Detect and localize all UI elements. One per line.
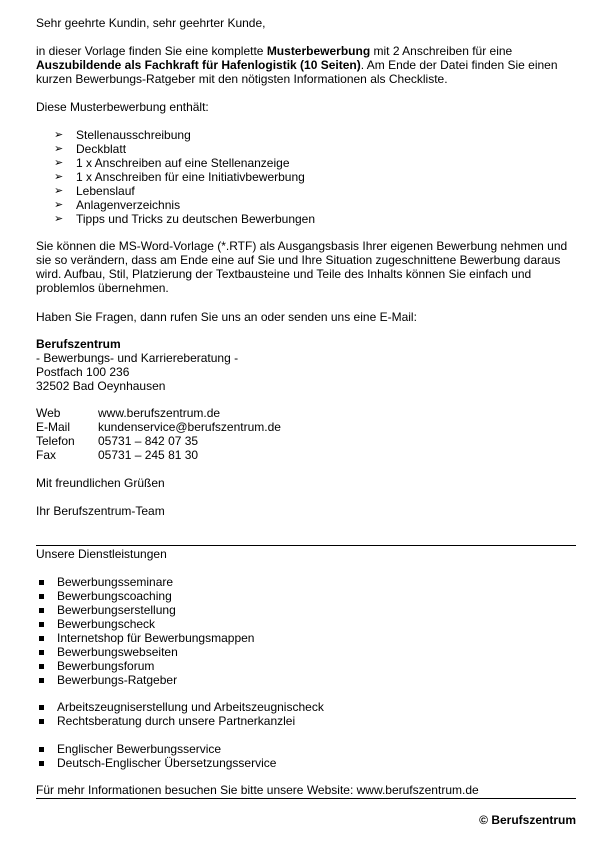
list-item-text: Anlagenverzeichnis [76,198,181,212]
divider [36,545,576,546]
list-item-text: Bewerbungscheck [57,617,156,631]
list-item-text: 1 x Anschreiben für eine Initiativbewerbung [76,170,305,184]
list-item [36,156,576,170]
intro-bold-1: Musterbewerbung [266,44,371,58]
square-bullet-icon [39,622,44,627]
services-heading: Unsere Dienstleistungen [36,547,167,561]
list-item-text: Arbeitszeugniserstellung und Arbeitszeugnischeck [57,700,324,714]
square-bullet-icon [39,719,44,724]
contact-block [36,406,281,462]
contact-label: Telefon [36,434,75,448]
list-item [36,714,576,728]
contact-row-email [36,420,281,434]
salutation: Sehr geehrte Kundin, sehr geehrter Kunde, [36,16,266,30]
contact-web-link[interactable]: www.berufszentrum.de [98,406,221,420]
list-item-text: Internetshop für Bewerbungsmappen [57,631,255,645]
questions-line: Haben Sie Fragen, dann rufen Sie uns an oder senden uns eine E-Mail: [36,310,417,324]
list-item [36,673,576,687]
list-item [36,212,576,226]
list-item-text: Rechtsberatung durch unsere Partnerkanzlei [57,714,296,728]
contact-row-phone [36,434,281,448]
contact-phone-value: 05731 – 842 07 35 [98,434,199,448]
contact-row-web [36,406,281,420]
square-bullet-icon [39,664,44,669]
arrow-bullet-icon: ➢ [54,171,64,183]
usage-paragraph: Sie können die MS-Word-Vorlage (*.RTF) als Ausgangsbasis Ihrer eigenen Bewerbung nehmen und sie so verändern, dass am Ende eine auf Sie und Ihre Situation zugeschnittene Bewerbung daraus wird. Aufbau, Stil, Platzierung der Textbausteine und Teile des Inhalts können Sie einfach und problemlos übernehmen. [36,239,568,295]
list-item-text: Bewerbungswebseiten [57,645,178,659]
contact-label: Web [36,406,61,420]
company-name: Berufszentrum [36,337,121,351]
contact-fax-value: 05731 – 245 81 30 [98,448,199,462]
square-bullet-icon [39,594,44,599]
list-item-text: Deutsch-Englischer Übersetzungsservice [57,756,277,770]
more-info-line: Für mehr Informationen besuchen Sie bitte unsere Website: www.berufszentrum.de [36,783,479,797]
company-tagline: - Bewerbungs- und Karriereberatung - [36,351,239,365]
list-item-text: Bewerbungserstellung [57,603,176,617]
arrow-bullet-icon: ➢ [54,157,64,169]
list-item-text: 1 x Anschreiben auf eine Stellenanzeige [76,156,290,170]
list-item [36,589,576,603]
list-item-text: Englischer Bewerbungsservice [57,742,222,756]
square-bullet-icon [39,747,44,752]
list-item-text: Bewerbungs-Ratgeber [57,673,178,687]
square-bullet-icon [39,580,44,585]
list-item-text: Bewerbungsforum [57,659,155,673]
arrow-bullet-icon: ➢ [54,129,64,141]
list-item [36,645,576,659]
list-item-text: Stellenausschreibung [76,128,191,142]
signature: Ihr Berufszentrum-Team [36,504,165,518]
list-item-text: Bewerbungscoaching [57,589,172,603]
intro-bold-2: Auszubildende als Fachkraft für Hafenlogistik (10 Seiten) [36,58,361,72]
list-item [36,700,576,714]
company-address [36,337,238,393]
list-item [36,198,576,212]
company-city: 32502 Bad Oeynhausen [36,379,166,393]
arrow-bullet-icon: ➢ [54,185,64,197]
contact-label: Fax [36,448,57,462]
contents-heading: Diese Musterbewerbung enthält: [36,100,209,114]
square-bullet-icon [39,705,44,710]
services-list-2 [36,700,576,728]
contents-list [36,128,576,226]
list-item [36,617,576,631]
company-street: Postfach 100 236 [36,365,130,379]
list-item-text: Lebenslauf [76,184,135,198]
square-bullet-icon [39,678,44,683]
intro-text-1: in dieser Vorlage finden Sie eine komplette [36,44,267,58]
intro-text-2: mit 2 Anschreiben für eine [370,44,513,58]
square-bullet-icon [39,761,44,766]
contact-label: E-Mail [36,420,71,434]
services-list-3 [36,742,576,770]
contact-row-fax [36,448,281,462]
services-list-1 [36,575,576,687]
square-bullet-icon [39,650,44,655]
copyright: © Berufszentrum [479,813,576,827]
list-item [36,128,576,142]
list-item [36,756,576,770]
list-item [36,742,576,756]
list-item-text: Tipps und Tricks zu deutschen Bewerbungen [76,212,316,226]
list-item [36,631,576,645]
list-item-text: Deckblatt [76,142,127,156]
contact-email-link[interactable]: kundenservice@berufszentrum.de [98,420,281,434]
intro-text-3: . Am Ende der Datei finden Sie einen kurzen Bewerbungs-Ratgeber mit den nötigsten Informationen als Checkliste. [36,58,558,86]
list-item [36,170,576,184]
list-item [36,659,576,673]
divider [36,798,576,799]
list-item [36,184,576,198]
list-item [36,575,576,589]
square-bullet-icon [39,636,44,641]
intro-paragraph [36,44,576,86]
list-item-text: Bewerbungsseminare [57,575,174,589]
square-bullet-icon [39,608,44,613]
arrow-bullet-icon: ➢ [54,213,64,225]
list-item [36,142,576,156]
closing: Mit freundlichen Grüßen [36,476,165,490]
arrow-bullet-icon: ➢ [54,143,64,155]
arrow-bullet-icon: ➢ [54,199,64,211]
list-item [36,603,576,617]
